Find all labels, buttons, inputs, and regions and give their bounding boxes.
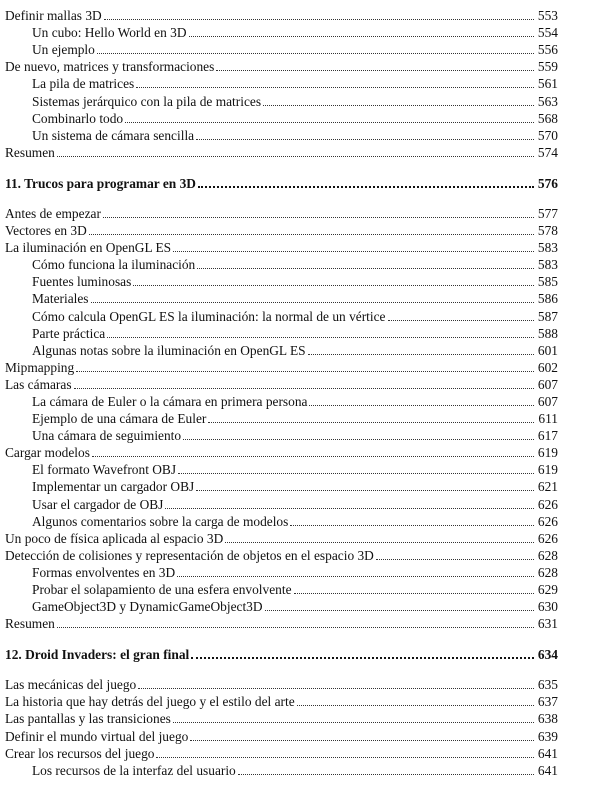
toc-page-number: 586 bbox=[537, 291, 558, 307]
toc-page-number: 638 bbox=[537, 711, 558, 727]
toc-page-number: 574 bbox=[537, 144, 558, 160]
toc-entry-title: Usar el cargador de OBJ bbox=[32, 496, 164, 512]
dot-leader bbox=[196, 488, 534, 491]
dot-leader bbox=[308, 352, 534, 355]
toc-page-number: 628 bbox=[537, 564, 558, 580]
toc-entry-title: Cómo calcula OpenGL ES la iluminación: la normal de un vértice bbox=[32, 308, 386, 324]
dot-leader bbox=[238, 772, 534, 775]
toc-subsection-entry bbox=[5, 110, 558, 127]
toc-entry-title: Ejemplo de una cámara de Euler bbox=[32, 411, 207, 427]
toc-page-number: 561 bbox=[537, 76, 558, 92]
dot-leader bbox=[263, 103, 534, 106]
toc-chapter-entry bbox=[5, 174, 558, 192]
toc-page-number: 626 bbox=[537, 530, 558, 546]
toc-entry-title: Algunas notas sobre la iluminación en OpenGL ES bbox=[32, 342, 306, 358]
dot-leader bbox=[57, 154, 534, 157]
toc-entry-title: La pila de matrices bbox=[32, 76, 135, 92]
toc-page-number: 635 bbox=[537, 677, 558, 693]
dot-leader bbox=[165, 506, 534, 509]
dot-leader bbox=[309, 403, 534, 406]
toc-page-number: 619 bbox=[537, 462, 558, 478]
toc-page-number: 637 bbox=[537, 694, 558, 710]
toc-entry-title: Implementar un cargador OBJ bbox=[32, 479, 195, 495]
dot-leader bbox=[173, 249, 534, 252]
dot-leader bbox=[208, 420, 534, 423]
toc-section-entry bbox=[5, 693, 558, 710]
toc-page-number: 583 bbox=[537, 257, 558, 273]
toc-page-number: 629 bbox=[537, 582, 558, 597]
dot-leader bbox=[189, 34, 534, 37]
toc-subsection-entry bbox=[5, 273, 558, 290]
toc-section-entry bbox=[5, 444, 558, 461]
toc-page-number: 626 bbox=[537, 496, 558, 512]
toc-subsection-entry bbox=[5, 495, 558, 512]
chapter-spacer bbox=[5, 663, 558, 676]
dot-leader bbox=[265, 608, 534, 611]
dot-leader bbox=[197, 266, 534, 269]
dot-leader bbox=[290, 523, 534, 526]
dot-leader bbox=[76, 369, 534, 372]
toc-subsection-entry bbox=[5, 513, 558, 530]
chapter-spacer bbox=[5, 192, 558, 205]
toc-entry-title: Definir mallas 3D bbox=[5, 8, 102, 24]
dot-leader bbox=[156, 755, 534, 758]
dot-leader bbox=[136, 85, 534, 88]
dot-leader bbox=[138, 686, 534, 689]
toc-subsection-entry bbox=[5, 325, 558, 342]
dot-leader bbox=[103, 215, 534, 218]
toc-page-number: 639 bbox=[537, 728, 558, 744]
toc-subsection-entry bbox=[5, 290, 558, 307]
dot-leader bbox=[376, 557, 534, 560]
toc-page-number: 568 bbox=[537, 110, 558, 126]
toc-entry-title: El formato Wavefront OBJ bbox=[32, 462, 177, 478]
toc-section-entry bbox=[5, 359, 558, 376]
toc-entry-title: Los recursos de la interfaz del usuario bbox=[32, 762, 236, 778]
dot-leader bbox=[97, 51, 534, 54]
toc-page-number: 556 bbox=[537, 42, 558, 58]
toc-subsection-entry bbox=[5, 75, 558, 92]
chapter-spacer bbox=[5, 632, 558, 645]
toc-entry-title: Sistemas jerárquico con la pila de matrices bbox=[32, 93, 262, 109]
toc-section-entry bbox=[5, 615, 558, 632]
toc-section-entry bbox=[5, 745, 558, 762]
dot-leader bbox=[225, 540, 534, 543]
table-of-contents bbox=[5, 7, 558, 779]
toc-entry-title: Antes de empezar bbox=[5, 205, 101, 221]
toc-section-entry bbox=[5, 376, 558, 393]
toc-section-entry bbox=[5, 144, 558, 161]
toc-section-entry bbox=[5, 710, 558, 727]
dot-leader bbox=[216, 68, 534, 71]
toc-entry-title: Crear los recursos del juego bbox=[5, 745, 155, 761]
toc-subsection-entry bbox=[5, 92, 558, 109]
toc-entry-title: Algunos comentarios sobre la carga de modelos bbox=[32, 513, 289, 529]
toc-page-number: 611 bbox=[538, 411, 558, 427]
toc-subsection-entry bbox=[5, 41, 558, 58]
toc-subsection-entry bbox=[5, 581, 558, 598]
toc-page-number: 634 bbox=[537, 647, 558, 663]
dot-leader bbox=[388, 318, 534, 321]
toc-section-entry bbox=[5, 547, 558, 564]
dot-leader bbox=[104, 17, 534, 20]
toc-entry-title: Un cubo: Hello World en 3D bbox=[32, 25, 187, 41]
toc-page-number: 576 bbox=[537, 175, 558, 191]
dot-leader bbox=[107, 335, 534, 338]
toc-page-number: 585 bbox=[537, 274, 558, 290]
toc-entry-title: Un ejemplo bbox=[32, 42, 95, 58]
toc-section-entry bbox=[5, 58, 558, 75]
toc-page-number: 641 bbox=[537, 745, 558, 761]
toc-page-number: 641 bbox=[537, 762, 558, 778]
toc-page-number: 563 bbox=[537, 93, 558, 109]
toc-subsection-entry bbox=[5, 307, 558, 324]
toc-page-number: 553 bbox=[537, 8, 558, 24]
toc-subsection-entry bbox=[5, 24, 558, 41]
chapter-spacer bbox=[5, 161, 558, 174]
toc-section-entry bbox=[5, 727, 558, 744]
toc-entry-title: Definir el mundo virtual del juego bbox=[5, 728, 189, 744]
toc-page-number: 570 bbox=[537, 127, 558, 143]
toc-page-number: 628 bbox=[537, 547, 558, 563]
toc-entry-title: Cargar modelos bbox=[5, 445, 90, 461]
toc-entry-title: La cámara de Euler o la cámara en primera persona bbox=[32, 393, 308, 409]
toc-entry-title: Una cámara de seguimiento bbox=[32, 428, 182, 444]
dot-leader bbox=[183, 437, 534, 440]
toc-page-number: 631 bbox=[537, 616, 558, 632]
dot-leader bbox=[91, 300, 534, 303]
toc-chapter-entry bbox=[5, 645, 558, 663]
toc-subsection-entry bbox=[5, 256, 558, 273]
toc-subsection-entry bbox=[5, 762, 558, 779]
toc-page-number: 587 bbox=[537, 308, 558, 324]
toc-section-entry bbox=[5, 205, 558, 222]
toc-entry-title: Las pantallas y las transiciones bbox=[5, 711, 171, 727]
toc-page-number: 619 bbox=[537, 445, 558, 461]
toc-entry-title: La iluminación en OpenGL ES bbox=[5, 240, 172, 256]
toc-page-number: 617 bbox=[537, 428, 558, 444]
toc-page-number: 577 bbox=[537, 205, 558, 221]
dot-leader bbox=[74, 386, 534, 389]
toc-section-entry bbox=[5, 222, 558, 239]
dot-leader bbox=[89, 232, 534, 235]
toc-entry-title: Materiales bbox=[32, 291, 89, 307]
toc-entry-title: Parte práctica bbox=[32, 325, 106, 341]
toc-entry-title: Resumen bbox=[5, 144, 55, 160]
dot-leader bbox=[178, 471, 534, 474]
toc-page-number: 559 bbox=[537, 59, 558, 75]
toc-entry-title: GameObject3D y DynamicGameObject3D bbox=[32, 599, 263, 615]
dot-leader bbox=[198, 184, 534, 188]
toc-entry-title: 11. Trucos para programar en 3D bbox=[5, 175, 196, 191]
dot-leader bbox=[57, 625, 534, 628]
toc-entry-title: Resumen bbox=[5, 616, 55, 632]
dot-leader bbox=[196, 137, 534, 140]
toc-entry-title: Detección de colisiones y representación de objetos en el espacio 3D bbox=[5, 547, 374, 563]
toc-subsection-entry bbox=[5, 393, 558, 410]
toc-section-entry bbox=[5, 239, 558, 256]
toc-page-number: 630 bbox=[537, 599, 558, 615]
toc-entry-title: Formas envolventes en 3D bbox=[32, 564, 176, 580]
toc-page-number: 621 bbox=[537, 479, 558, 495]
toc-entry-title: Las cámaras bbox=[5, 376, 72, 392]
toc-section-entry bbox=[5, 676, 558, 693]
toc-subsection-entry bbox=[5, 564, 558, 581]
toc-page-number: 607 bbox=[537, 393, 558, 409]
toc-entry-title: Las mecánicas del juego bbox=[5, 677, 137, 693]
dot-leader bbox=[92, 454, 534, 457]
toc-page-number: 583 bbox=[537, 240, 558, 256]
dot-leader bbox=[190, 738, 534, 741]
toc-entry-title: Fuentes luminosas bbox=[32, 274, 132, 290]
toc-subsection-entry bbox=[5, 342, 558, 359]
toc-page-number: 554 bbox=[537, 25, 558, 41]
toc-entry-title: Mipmapping bbox=[5, 359, 75, 375]
toc-section-entry bbox=[5, 7, 558, 24]
toc-entry-title: La historia que hay detrás del juego y el estilo del arte bbox=[5, 694, 295, 710]
dot-leader bbox=[297, 703, 534, 706]
toc-entry-title: Probar el solapamiento de una esfera envolvente bbox=[32, 582, 292, 597]
toc-section-entry bbox=[5, 530, 558, 547]
toc-entry-title: 12. Droid Invaders: el gran final bbox=[5, 647, 190, 663]
toc-subsection-entry bbox=[5, 127, 558, 144]
toc-page-number: 626 bbox=[537, 513, 558, 529]
dot-leader bbox=[191, 655, 534, 659]
toc-entry-title: Vectores en 3D bbox=[5, 223, 87, 239]
toc-entry-title: Un sistema de cámara sencilla bbox=[32, 127, 195, 143]
toc-entry-title: Combinarlo todo bbox=[32, 110, 124, 126]
toc-subsection-entry bbox=[5, 598, 558, 615]
toc-subsection-entry bbox=[5, 410, 558, 427]
dot-leader bbox=[125, 120, 534, 123]
toc-page-number: 601 bbox=[537, 342, 558, 358]
toc-page-number: 607 bbox=[537, 376, 558, 392]
toc-entry-title: Cómo funciona la iluminación bbox=[32, 257, 196, 273]
toc-page-number: 588 bbox=[537, 325, 558, 341]
dot-leader bbox=[294, 591, 534, 594]
toc-subsection-entry bbox=[5, 461, 558, 478]
toc-page-number: 578 bbox=[537, 223, 558, 239]
toc-subsection-entry bbox=[5, 427, 558, 444]
toc-subsection-entry bbox=[5, 478, 558, 495]
dot-leader bbox=[133, 283, 534, 286]
dot-leader bbox=[173, 720, 534, 723]
toc-entry-title: Un poco de física aplicada al espacio 3D bbox=[5, 530, 224, 546]
toc-page-number: 602 bbox=[537, 359, 558, 375]
toc-entry-title: De nuevo, matrices y transformaciones bbox=[5, 59, 215, 75]
dot-leader bbox=[177, 574, 534, 577]
